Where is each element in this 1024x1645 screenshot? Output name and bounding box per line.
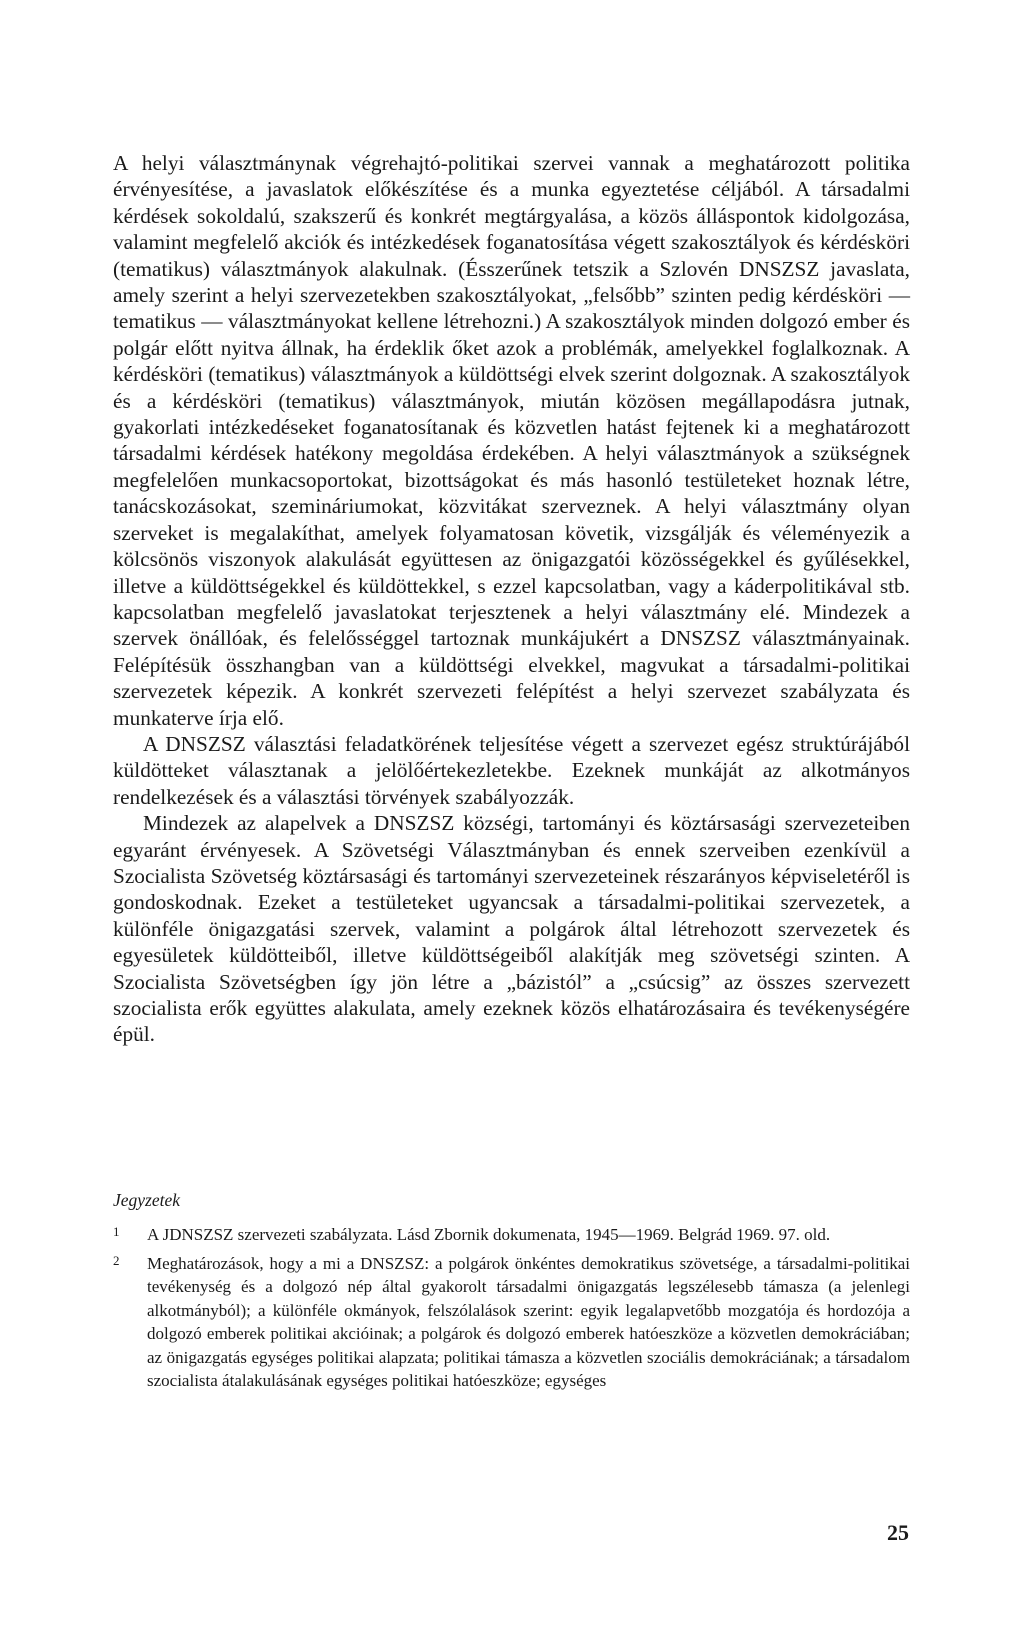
main-text (113, 150, 910, 1048)
page-number: 25 (887, 1520, 909, 1545)
footnote-number: 1 (113, 1224, 120, 1239)
footnote (113, 1252, 910, 1393)
footnote (113, 1223, 910, 1247)
footnote-text: Meghatározások, hogy a mi a DNSZSZ: a polgárok önkéntes demokratikus szövetsége, a társadalmi-politikai tevékenység és a dolgozó nép által gyakorolt társadalmi önigazgatás legszélesebb támasza (a jelenlegi alkotmányból); a különféle okmányok, felszólalások szerint: egyik legalapvetőbb mozgatója és hordozója a dolgozó emberek politikai akcióinak; a polgárok és dolgozó emberek hatóeszköze a közvetlen demokráciában; az önigazgatás egységes politikai alapzata; politikai támasza a közvetlen szociális demokráciának; a társadalom szocialista átalakulásának egységes politikai hatóeszköze; egységes (147, 1253, 910, 1390)
paragraph: A DNSZSZ választási feladatkörének teljesítése végett a szervezet egész struktúrájából küldötteket választanak a jelölőértekezletekbe. Ezeknek munkáját az alkotmányos rendelkezések és a választási törvények szabályozzák. (113, 731, 910, 809)
footnotes-section (113, 1190, 910, 1398)
footnote-text: A JDNSZSZ szervezeti szabályzata. Lásd Zbornik dokumenata, 1945—1969. Belgrád 1969. 97. old. (147, 1225, 831, 1244)
footnote-number: 2 (113, 1252, 120, 1268)
paragraph: Mindezek az alapelvek a DNSZSZ községi, tartományi és köztársasági szervezeteiben egyaránt érvényesek. A Szövetségi Választmányban és ennek szerveiben ezenkívül a Szocialista Szövetség köztársasági és tartományi szervezeteinek részarányos képviseletéről is gondoskodnak. Ezeket a testületeket ugyancsak a társadalmi-politikai szervezetek, a különféle önigazgatási szervek, valamint a polgárok által létrehozott szervezetek és egyesületek küldötteiből, illetve küldöttségeiből alakítják meg szövetségi szinten. A Szocialista Szövetségben így jön létre a „bázistól” a „csúcsig” az összes szervezett szocialista erők együttes alakulata, amely ezeknek közös elhatározásaira és tevékenységére épül. (113, 811, 910, 1047)
paragraph: A helyi választmánynak végrehajtó-politikai szervei vannak a meghatározott politika érvényesítése, a javaslatok előkészítése és a munka egyeztetése céljából. A társadalmi kérdések sokoldalú, szakszerű és konkrét megtárgyalása, a közös álláspontok kidolgozása, valamint megfelelő akciók és intézkedések foganatosítása végett szakosztályok és kérdésköri (tematikus) választmányok alakulnak. (Ésszerűnek tetszik a Szlovén DNSZSZ javaslata, amely szerint a helyi szervezetekben szakosztályokat, „felsőbb” szinten pedig kérdésköri — tematikus — választmányokat kellene létrehozni.) A szakosztályok minden dolgozó ember és polgár előtt nyitva állnak, ha érdeklik őket azok a problémák, amelyekkel foglalkoznak. A kérdésköri (tematikus) választmányok a küldöttségi elvek szerint dolgoznak. A szakosztályok és a kérdésköri (tematikus) választmányok, miután közösen megállapodásra jutnak, gyakorlati intézkedéseket foganatosítanak és közvetlen hatást fejtenek ki a meghatározott társadalmi kérdések hatékony megoldása érdekében. A helyi választmányok a szükségnek megfelelően munkacsoportokat, bizottságokat és más hasonló testületeket hoznak létre, tanácskozásokat, szemináriumokat, közvitákat szerveznek. A helyi választmány olyan szerveket is megalakíthat, amelyek folyamatosan követik, vizsgálják és véleményezik a kölcsönös viszonyok alakulását együttesen az önigazgatói közösségekkel és gyűlésekkel, illetve a küldöttségekkel és küldöttekkel, s ezzel kapcsolatban, vagy a káderpolitikával stb. kapcsolatban megfelelő javaslatokat terjesztenek a helyi választmány elé. Mindezek a szervek önállóak, és felelősséggel tartoznak munkájukért a DNSZSZ választmányainak. Felépítésük összhangban van a küldöttségi elvekkel, magvukat a társadalmi-politikai szervezetek képezik. A konkrét szervezeti felépítést a helyi szervezet szabályzata és munkaterve írja elő. (113, 151, 910, 730)
footnotes-heading: Jegyzetek (113, 1190, 181, 1210)
